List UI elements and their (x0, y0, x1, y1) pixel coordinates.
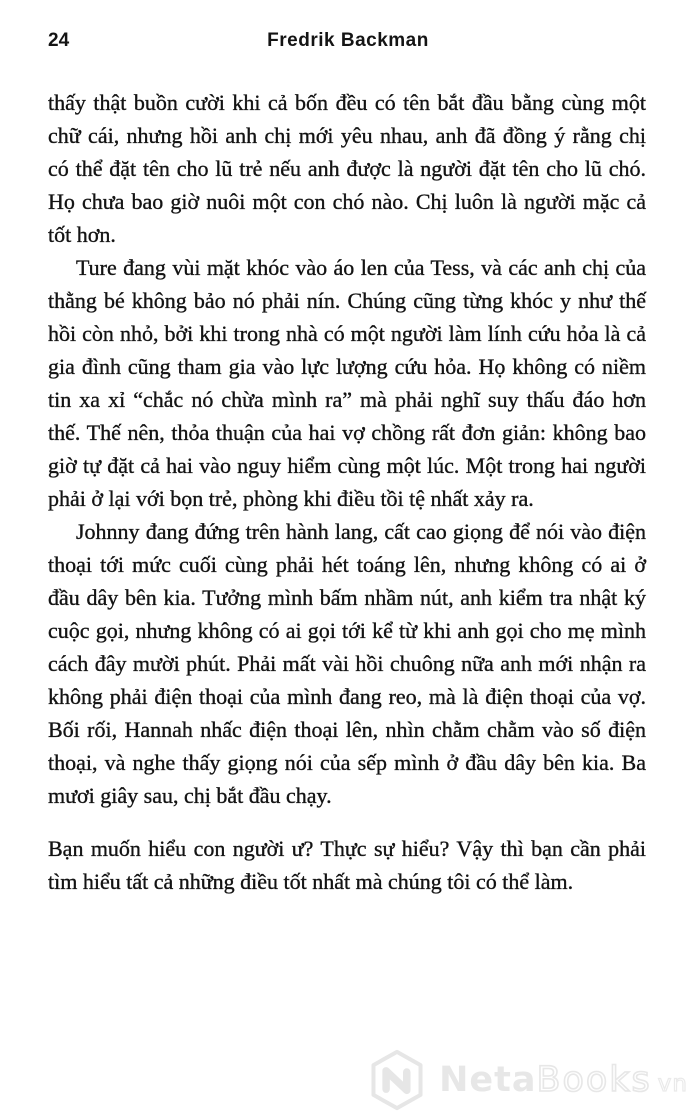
watermark-brand-light: Books (536, 1059, 652, 1100)
paragraph-1: thấy thật buồn cười khi cả bốn đều có tên bắt đầu bằng cùng một chữ cái, nhưng hồi anh chị mới yêu nhau, anh đã đồng ý rằng chị có thể đặt tên cho lũ trẻ nếu anh được là người đặt tên cho lũ chó. Họ chưa bao giờ nuôi một con chó nào. Chị luôn là người mặc cả tốt hơn. (48, 90, 646, 247)
paragraph-4: Bạn muốn hiểu con người ư? Thực sự hiểu? Vậy thì bạn cần phải tìm hiểu tất cả những điều tốt nhất mà chúng tôi có thể làm. (48, 836, 646, 894)
paragraph-2: Ture đang vùi mặt khóc vào áo len của Tess, và các anh chị của thằng bé không bảo nó phải nín. Chúng cũng từng khóc y như thế hồi còn nhỏ, bởi khi trong nhà có một người làm lính cứu hỏa là cả gia đình cũng tham gia vào lực lượng cứu hỏa. Họ không có niềm tin xa xỉ “chắc nó chừa mình ra” mà phải nghĩ suy thấu đáo hơn thế. Thế nên, thỏa thuận của hai vợ chồng rất đơn giản: không bao giờ tự đặt cả hai vào nguy hiểm cùng một lúc. Một trong hai người phải ở lại với bọn trẻ, phòng khi điều tồi tệ nhất xảy ra. (48, 255, 646, 511)
body-text (48, 86, 646, 898)
watermark-tld: vn (657, 1070, 688, 1097)
netabooks-hexagon-n-logo (368, 1049, 426, 1111)
running-title-author: Fredrik Backman (267, 30, 429, 51)
watermark-text (439, 1059, 688, 1100)
paragraph-3: Johnny đang đứng trên hành lang, cất cao giọng để nói vào điện thoại tới mức cuối cùng phải hét toáng lên, nhưng không có ai ở đầu dây bên kia. Tưởng mình bấm nhầm nút, anh kiểm tra nhật ký cuộc gọi, nhưng không có ai gọi tới kể từ khi anh gọi cho mẹ mình cách đây mười phút. Phải mất vài hồi chuông nữa anh mới nhận ra không phải điện thoại của mình đang reo, mà là điện thoại của vợ. Bối rối, Hannah nhấc điện thoại lên, nhìn chằm chằm vào số điện thoại, và nghe thấy giọng nói của sếp mình ở đầu dây bên kia. Ba mươi giây sau, chị bắt đầu chạy. (48, 519, 646, 808)
running-header (48, 30, 648, 56)
watermark-brand-bold: Neta (439, 1059, 537, 1100)
watermark (368, 1049, 688, 1111)
page-number: 24 (48, 30, 70, 51)
